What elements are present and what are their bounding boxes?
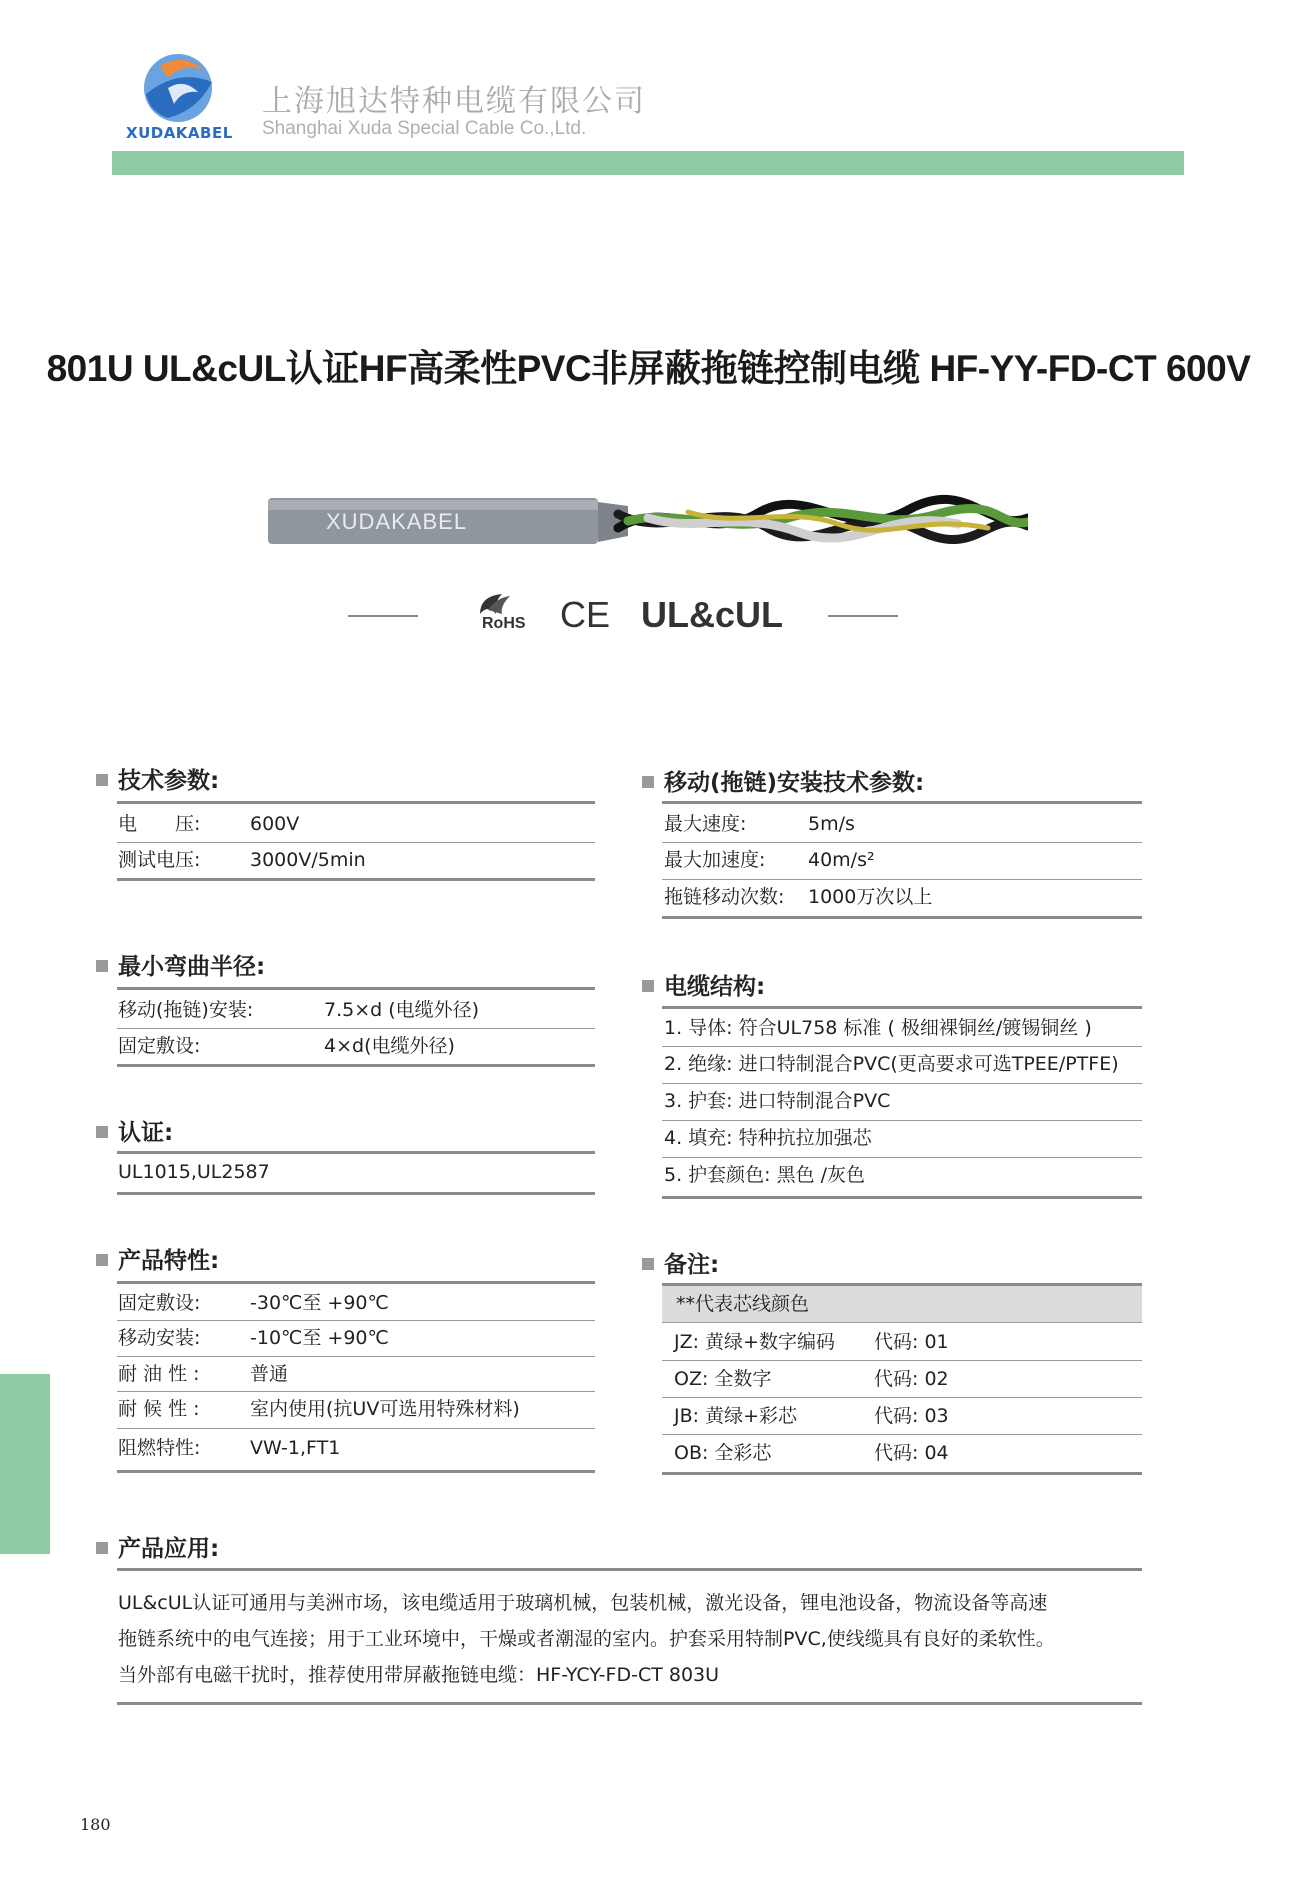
feature-row: 固定敷设: -30℃至 +90℃ <box>118 1292 389 1314</box>
mobile-row: 最大加速度: 40m/s² <box>664 849 875 871</box>
application-line: UL&cUL认证可通用与美洲市场，该电缆适用于玻璃机械，包装机械，激光设备，锂电池设备，物流设备等高速 <box>118 1592 1048 1614</box>
bend-row-mobile: 移动(拖链)安装: 7.5×d (电缆外径) <box>118 999 480 1021</box>
structure-row: 2. 绝缘: 进口特制混合PVC(更高要求可选TPEE/PTFE) <box>664 1053 1119 1075</box>
bend-section-title: 最小弯曲半径: <box>96 948 265 981</box>
note-row: OB: 全彩芯 代码: 04 <box>674 1442 949 1464</box>
structure-row: 1. 导体: 符合UL758 标准 ( 极细裸铜丝/镀锡铜丝 ) <box>664 1017 1092 1039</box>
application-section-title: 产品应用: <box>96 1530 219 1563</box>
note-row: JZ: 黄绿+数字编码 代码: 01 <box>674 1331 949 1353</box>
application-text <box>118 1585 1148 1693</box>
notes-header-row: **代表芯线颜色 <box>662 1286 1142 1322</box>
globe-logo-icon <box>138 48 218 128</box>
mobile-section-title: 移动(拖链)安装技术参数: <box>642 764 924 797</box>
cable-label: XUDAKABEL <box>326 509 468 534</box>
application-line: 拖链系统中的电气连接；用于工业环境中，干燥或者潮湿的室内。护套采用特制PVC,使线缆具有良好的柔软性。 <box>118 1628 1055 1650</box>
svg-text:RoHS: RoHS <box>482 615 526 632</box>
note-row: JB: 黄绿+彩芯 代码: 03 <box>674 1405 949 1427</box>
ul-mark: UL&cUL <box>641 594 783 635</box>
company-name-cn: 上海旭达特种电缆有限公司 <box>262 84 646 119</box>
structure-row: 5. 护套颜色: 黑色 /灰色 <box>664 1164 866 1186</box>
rohs-icon <box>474 592 540 632</box>
feature-row: 耐 候 性 : 室内使用(抗UV可选用特殊材料) <box>118 1398 520 1420</box>
header-bar <box>112 151 1184 175</box>
ce-mark: CE <box>560 594 611 635</box>
divider-right <box>828 615 898 617</box>
tech-row-test-voltage: 测试电压: 3000V/5min <box>118 849 366 871</box>
page-title: 801U UL&cUL认证HF高柔性PVC非屏蔽拖链控制电缆 HF-YY-FD-CT 600V <box>46 348 1251 389</box>
structure-section-title: 电缆结构: <box>642 968 765 1001</box>
structure-row: 4. 填充: 特种抗拉加强芯 <box>664 1127 872 1149</box>
structure-row: 3. 护套: 进口特制混合PVC <box>664 1090 891 1112</box>
features-section-title: 产品特性: <box>96 1242 219 1275</box>
divider-left <box>348 615 418 617</box>
application-line: 当外部有电磁干扰时，推荐使用带屏蔽拖链电缆：HF-YCY-FD-CT 803U <box>118 1664 720 1686</box>
feature-row: 移动安装: -10℃至 +90℃ <box>118 1327 389 1349</box>
brand-logo-text: XUDAKABEL <box>126 124 233 142</box>
cert-section-title: 认证: <box>96 1114 173 1147</box>
cert-row: UL1015,UL2587 <box>118 1161 270 1183</box>
company-name-en: Shanghai Xuda Special Cable Co.,Ltd. <box>262 118 587 139</box>
mobile-row: 拖链移动次数: 1000万次以上 <box>664 886 933 908</box>
notes-section-title: 备注: <box>642 1246 719 1279</box>
note-row: OZ: 全数字 代码: 02 <box>674 1368 949 1390</box>
feature-row: 阻燃特性: VW-1,FT1 <box>118 1437 341 1459</box>
feature-row: 耐 油 性 : 普通 <box>118 1363 289 1385</box>
mobile-row: 最大速度: 5m/s <box>664 813 855 835</box>
tech-row-voltage: 电 压: 600V <box>118 813 300 835</box>
cable-image <box>268 488 1028 554</box>
bend-row-fixed: 固定敷设: 4×d(电缆外径) <box>118 1035 455 1057</box>
page-number: 180 <box>80 1815 111 1834</box>
tech-section-title: 技术参数: <box>96 762 219 795</box>
rule <box>117 801 595 804</box>
side-tab <box>0 1374 50 1554</box>
